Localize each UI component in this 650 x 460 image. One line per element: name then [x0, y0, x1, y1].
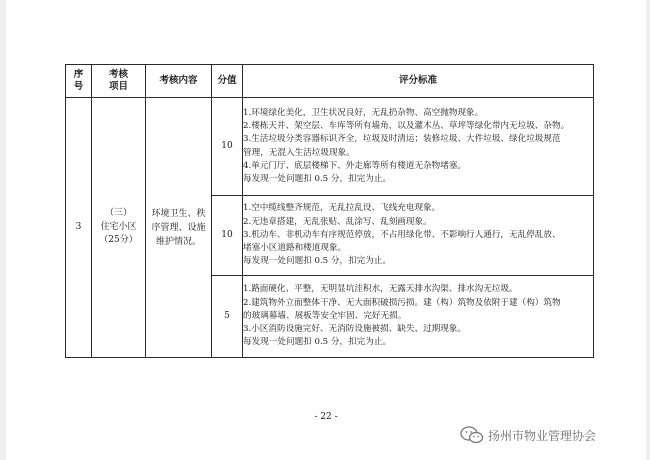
watermark-text: 扬州市物业管理协会 — [488, 428, 597, 443]
header-item: 考核 项目 — [92, 65, 146, 98]
standard-cell: 1.路面硬化、平整，无明显坑洼积水，无露天排水沟渠、排水沟无垃圾。 2.建筑物外立面整体干净、无大面积破损污损。建（构）筑物及依附于建（构）筑物 的玻璃幕墙、展板等安全牢固、完好无损。 3.小区消防设施完好、无消防设施被损、缺失、过期现象。 每发现一处问题扣 0.5 分，扣完为止。 — [243, 276, 594, 358]
wechat-icon — [460, 426, 484, 444]
score-cell: 10 — [212, 196, 243, 276]
watermark — [460, 426, 596, 444]
table-header-row — [66, 65, 594, 98]
page-number: - 22 - — [314, 412, 338, 422]
header-score: 分值 — [212, 65, 243, 98]
item-cell: （三） 住宅小区 （25分） — [92, 98, 146, 358]
standard-cell: 1.空中缆线整齐规范，无乱拉乱设、飞线充电现象。 2.无违章搭建，无乱张贴、乱涂写、乱刻画现象。 3.机动车、非机动车有序规范停放，不占用绿化带、不影响行人通行，无乱停乱放、 堵塞小区道路和楼道现象。 每发现一处问题扣 0.5 分，扣完为止。 — [243, 196, 594, 276]
document-page — [6, 0, 646, 460]
score-cell: 10 — [212, 98, 243, 196]
table-row — [66, 98, 594, 196]
header-no: 序 号 — [66, 65, 92, 98]
standard-cell: 1.环境绿化美化，卫生状况良好，无乱扔杂物、高空抛物现象。 2.楼栋天井、架空层、车库等所有墙角，以及灌木丛、草坪等绿化带内无垃圾、杂物。 3.生活垃圾分类容器标识齐全，垃圾及时清运；装修垃圾、大件垃圾、绿化垃圾规范 管理，无混入生活垃圾现象。 4.单元门厅、底层楼梯下、外走廊等所有楼道无杂物堵塞。 每发现一处问题扣 0.5 分，扣完为止。 — [243, 98, 594, 196]
content-cell: 环境卫生、秩 序管理、设施 维护情况。 — [146, 98, 212, 358]
score-cell: 5 — [212, 276, 243, 358]
header-standard: 评分标准 — [243, 65, 594, 98]
header-content: 考核内容 — [146, 65, 212, 98]
assessment-table — [65, 64, 594, 358]
row-number: 3 — [66, 98, 92, 358]
